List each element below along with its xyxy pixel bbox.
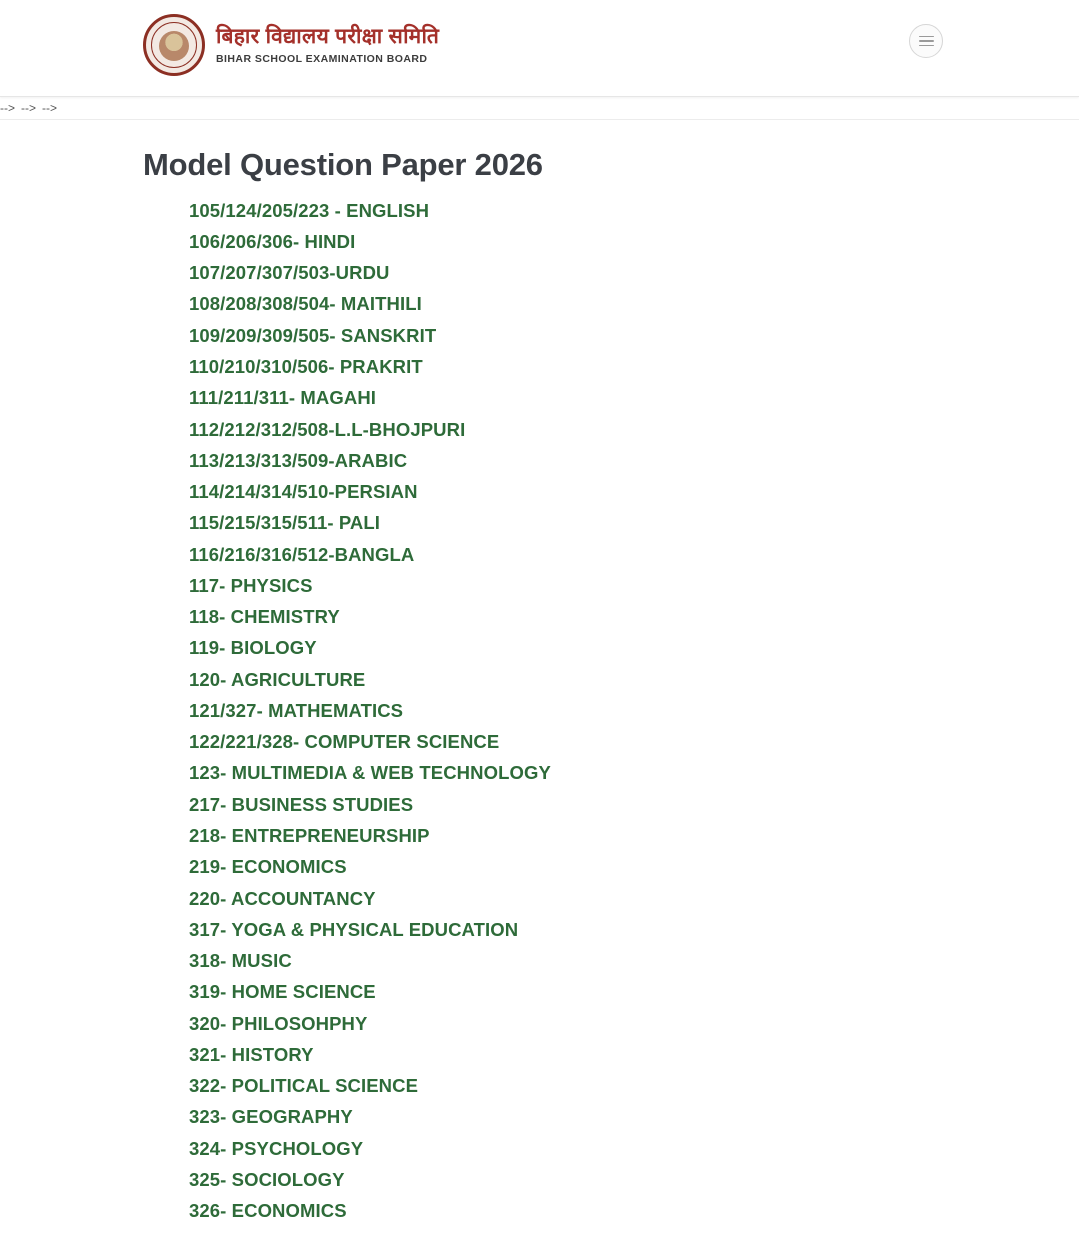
subject-link[interactable]: 325- SOCIOLOGY: [189, 1168, 345, 1190]
subject-link[interactable]: 220- ACCOUNTANCY: [189, 887, 376, 909]
subject-link[interactable]: 117- PHYSICS: [189, 574, 313, 596]
subject-link[interactable]: 119- BIOLOGY: [189, 637, 317, 659]
menu-bar-1: [919, 36, 934, 38]
brand-title-hindi: बिहार विद्यालय परीक्षा समिति: [216, 24, 440, 48]
list-item: [189, 508, 1079, 539]
list-item: [189, 570, 1079, 601]
subject-link[interactable]: 107/207/307/503-URDU: [189, 262, 390, 284]
subject-link[interactable]: 118- CHEMISTRY: [189, 606, 340, 628]
subject-link[interactable]: 320- PHILOSOHPHY: [189, 1012, 368, 1034]
list-item: [189, 352, 1079, 383]
subject-link[interactable]: 113/213/313/509-ARABIC: [189, 449, 408, 471]
stray-markup-3: -->: [42, 101, 57, 115]
main-content: [0, 120, 1079, 1255]
brand-title-english: BIHAR SCHOOL EXAMINATION BOARD: [216, 52, 428, 65]
subject-link[interactable]: 219- ECONOMICS: [189, 856, 347, 878]
menu-bar-3: [919, 45, 934, 47]
subject-link[interactable]: 106/206/306- HINDI: [189, 230, 356, 252]
list-item: [189, 664, 1079, 695]
list-item: [189, 1133, 1079, 1164]
list-item: [189, 602, 1079, 633]
subject-link[interactable]: 318- MUSIC: [189, 950, 292, 972]
subject-link[interactable]: 324- PSYCHOLOGY: [189, 1137, 364, 1159]
subject-link[interactable]: 123- MULTIMEDIA & WEB TECHNOLOGY: [189, 762, 551, 784]
list-item: [189, 1196, 1079, 1227]
list-item: [189, 758, 1079, 789]
list-item: [189, 445, 1079, 476]
list-item: [189, 320, 1079, 351]
list-item: [189, 1164, 1079, 1195]
list-item: [189, 477, 1079, 508]
list-item: [189, 977, 1079, 1008]
model-question-paper-list: [0, 195, 1079, 1255]
brand-logo-block[interactable]: [143, 14, 439, 76]
subject-link[interactable]: 116/216/316/512-BANGLA: [189, 543, 415, 565]
subject-link[interactable]: 112/212/312/508-L.L-BHOJPURI: [189, 418, 466, 440]
subject-link[interactable]: 105/124/205/223 - ENGLISH: [189, 199, 430, 221]
subject-link[interactable]: 110/210/310/506- PRAKRIT: [189, 356, 423, 378]
list-item: [189, 946, 1079, 977]
list-item: [189, 695, 1079, 726]
subject-link[interactable]: 109/209/309/505- SANSKRIT: [189, 324, 437, 346]
hamburger-menu-icon[interactable]: [909, 24, 943, 58]
subject-link[interactable]: 111/211/311- MAGAHI: [189, 387, 377, 409]
list-item: [189, 414, 1079, 445]
list-item: [189, 1071, 1079, 1102]
subject-link[interactable]: 120- AGRICULTURE: [189, 668, 366, 690]
subject-link[interactable]: 108/208/308/504- MAITHILI: [189, 293, 422, 315]
stray-markup-row: [0, 97, 1079, 120]
subject-link[interactable]: 321- HISTORY: [189, 1043, 314, 1065]
list-item: [189, 914, 1079, 945]
subject-link[interactable]: 319- HOME SCIENCE: [189, 981, 376, 1003]
subject-link[interactable]: 322- POLITICAL SCIENCE: [189, 1075, 419, 1097]
list-item: [189, 633, 1079, 664]
subject-link[interactable]: 121/327- MATHEMATICS: [189, 699, 404, 721]
list-item: [189, 195, 1079, 226]
list-item: [189, 539, 1079, 570]
subject-link[interactable]: 326- ECONOMICS: [189, 1200, 347, 1222]
list-item: [189, 727, 1079, 758]
list-item: [189, 852, 1079, 883]
subject-link[interactable]: 114/214/314/510-PERSIAN: [189, 481, 418, 503]
list-item: [189, 383, 1079, 414]
menu-bar-2: [919, 40, 934, 42]
subject-link[interactable]: 323- GEOGRAPHY: [189, 1106, 353, 1128]
site-header: [0, 0, 1079, 97]
board-seal-icon: [143, 14, 205, 76]
subject-link[interactable]: 115/215/315/511- PALI: [189, 512, 381, 534]
list-item: [189, 789, 1079, 820]
subject-link[interactable]: 218- ENTREPRENEURSHIP: [189, 825, 430, 846]
list-item: [189, 883, 1079, 914]
list-item: [189, 258, 1079, 289]
list-item: [189, 1102, 1079, 1133]
stray-markup-2: -->: [21, 101, 36, 115]
subject-link[interactable]: 317- YOGA & PHYSICAL EDUCATION: [189, 918, 519, 940]
list-item: [189, 289, 1079, 320]
brand-text: [216, 25, 439, 66]
stray-markup-1: -->: [0, 101, 15, 115]
list-item: [189, 1008, 1079, 1039]
page-title: Model Question Paper 2026: [143, 147, 543, 182]
subject-link[interactable]: 217- BUSINESS STUDIES: [189, 793, 414, 815]
subject-link[interactable]: 122/221/328- COMPUTER SCIENCE: [189, 731, 500, 753]
list-item: [189, 226, 1079, 257]
list-item: [189, 821, 1079, 852]
